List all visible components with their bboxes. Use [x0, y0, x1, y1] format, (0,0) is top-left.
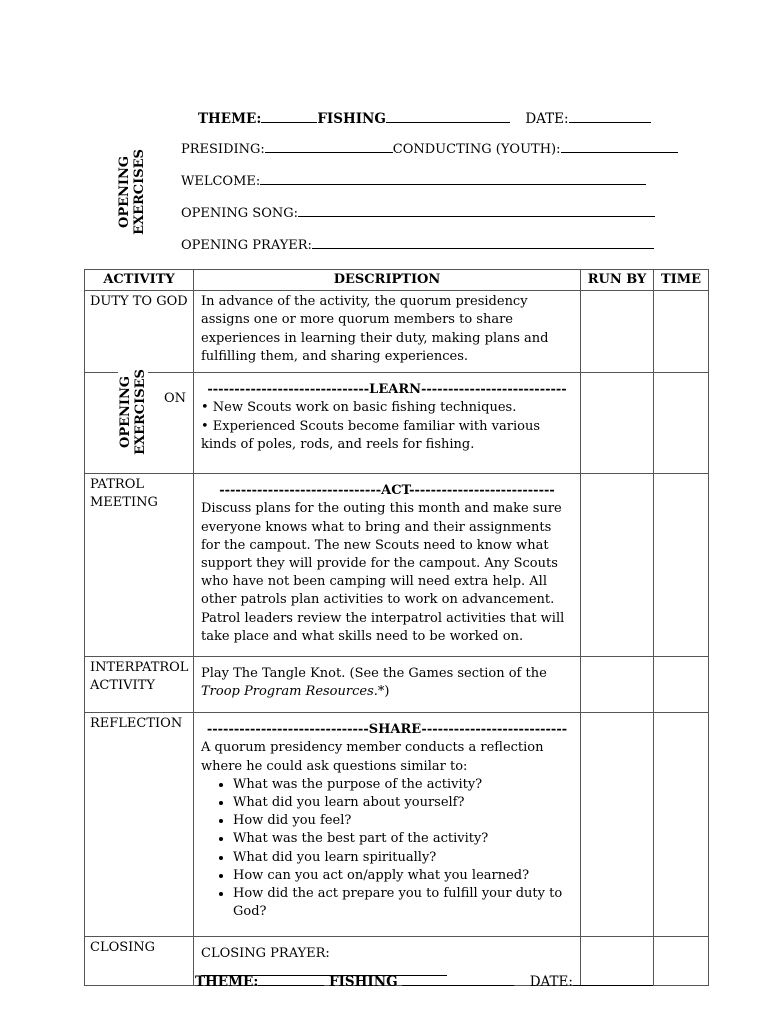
activity-name-patrol: [85, 474, 194, 657]
learn-bullet-1: • New Scouts work on basic fishing techniques.: [201, 400, 517, 416]
opening-overlay-line1: OPENING: [118, 376, 133, 448]
activity-name-closing: CLOSING: [85, 937, 194, 985]
list-item: • How did you feel?: [233, 812, 573, 830]
footer-theme-line: [195, 973, 653, 990]
list-item: • How can you act on/apply what you learned?: [233, 867, 573, 885]
footer-theme-label: THEME:: [195, 974, 259, 990]
opening-song-field[interactable]: [298, 204, 655, 217]
run-by-cell[interactable]: [581, 373, 654, 474]
learn-divider: ------------------------------LEARN---------------------------: [207, 382, 567, 398]
col-activity-header: ACTIVITY: [85, 270, 194, 291]
reflection-questions: [201, 776, 573, 922]
table-row-interpatrol: [85, 657, 709, 713]
opening-prayer-field[interactable]: [312, 236, 654, 249]
time-cell[interactable]: [654, 657, 709, 713]
opening-overlay-line2: EXERCISES: [133, 369, 148, 455]
activity-table: [84, 269, 709, 986]
table-row-learn: [85, 373, 709, 474]
opening-exercises-label-overlay: [118, 367, 148, 457]
interpatrol-text-italic: Troop Program Resources.*: [201, 684, 385, 700]
time-cell[interactable]: [654, 937, 709, 985]
opening-exercises-label: [117, 147, 147, 237]
time-cell[interactable]: [654, 373, 709, 474]
col-description-header: DESCRIPTION: [194, 270, 581, 291]
act-divider: ------------------------------ACT---------------------------: [219, 483, 555, 499]
time-cell[interactable]: [654, 713, 709, 937]
opening-label-line2: EXERCISES: [132, 149, 147, 235]
activity-name-duty: DUTY TO GOD: [85, 291, 194, 373]
interpatrol-text: [201, 665, 573, 701]
time-cell[interactable]: [654, 474, 709, 657]
time-cell[interactable]: [654, 291, 709, 373]
description-learn: [194, 373, 581, 474]
welcome-line: [181, 172, 646, 189]
opening-prayer-line: [181, 236, 654, 253]
list-item: • What was the best part of the activity?: [233, 830, 573, 848]
opening-song-line: [181, 204, 655, 221]
col-run-by-header: RUN BY: [581, 270, 654, 291]
run-by-cell[interactable]: [581, 713, 654, 937]
list-item: • What was the purpose of the activity?: [233, 776, 573, 794]
list-item: • How did the act prepare you to fulfill your duty to God?: [233, 885, 573, 921]
date-field[interactable]: [569, 110, 651, 123]
footer-date-field[interactable]: [573, 973, 653, 986]
opening-song-label: OPENING SONG:: [181, 206, 298, 221]
interpatrol-text-plain: Play The Tangle Knot. (See the Games section of the: [201, 666, 547, 682]
table-row-patrol: [85, 474, 709, 657]
theme-label: THEME:: [198, 111, 262, 127]
table-row-duty: [85, 291, 709, 373]
reflection-intro: A quorum presidency member conducts a reflection where he could ask questions similar to:: [201, 740, 544, 774]
footer-theme-blank-2[interactable]: [402, 973, 514, 986]
list-item: • What did you learn about yourself?: [233, 794, 573, 812]
theme-line: [198, 110, 651, 127]
welcome-label: WELCOME:: [181, 174, 261, 189]
footer-theme-blank[interactable]: [258, 973, 324, 986]
footer-theme-value: FISHING: [329, 974, 398, 990]
closing-prayer-label: CLOSING PRAYER:: [201, 946, 330, 962]
footer-date-label: DATE:: [529, 974, 573, 990]
presiding-field[interactable]: [265, 140, 393, 153]
run-by-cell[interactable]: [581, 657, 654, 713]
share-divider: ------------------------------SHARE---------------------------: [206, 722, 568, 738]
conducting-field[interactable]: [561, 140, 678, 153]
table-header-row: [85, 270, 709, 291]
col-time-header: TIME: [654, 270, 709, 291]
conducting-label: CONDUCTING (YOUTH):: [392, 142, 561, 157]
table-row-reflection: [85, 713, 709, 937]
run-by-cell[interactable]: [581, 291, 654, 373]
patrol-text: Discuss plans for the outing this month and make sure everyone knows what to bring and their assignments for the campout. The new Scouts need to know what support they will provide for the campout. Any Scouts who have not been camping will need extra help. All other patrols plan activities to work on advancement. Patrol leaders review the interpatrol activities that will take place and what skills need to be worked on.: [201, 501, 565, 644]
learn-name-fragment: ON: [164, 391, 187, 406]
description-interpatrol: [194, 657, 581, 713]
run-by-cell[interactable]: [581, 474, 654, 657]
opening-label-line1: OPENING: [117, 156, 132, 228]
learn-bullet-2: • Experienced Scouts become familiar with various kinds of poles, rods, and reels for fishing.: [201, 418, 541, 452]
date-label: DATE:: [525, 111, 569, 127]
list-item: • What did you learn spiritually?: [233, 849, 573, 867]
theme-blank[interactable]: [261, 110, 317, 123]
description-reflection: [194, 713, 581, 937]
opening-prayer-label: OPENING PRAYER:: [181, 238, 312, 253]
patrol-name-text: PATROL MEETING: [90, 477, 158, 511]
presiding-label: PRESIDING:: [181, 142, 265, 157]
activity-name-interpatrol: [85, 657, 194, 713]
theme-value: FISHING: [317, 111, 386, 127]
interpatrol-text-end: ): [384, 684, 390, 700]
theme-blank-2[interactable]: [386, 110, 510, 123]
description-duty: In advance of the activity, the quorum presidency assigns one or more quorum members to share experiences in learning their duty, making plans and fulfilling them, and sharing experiences.: [194, 291, 581, 373]
activity-name-reflection: REFLECTION: [85, 713, 194, 937]
description-patrol: [194, 474, 581, 657]
interpatrol-name-text: INTERPATROL ACTIVITY: [90, 660, 189, 694]
welcome-field[interactable]: [260, 172, 646, 185]
presiding-line: [181, 140, 678, 157]
